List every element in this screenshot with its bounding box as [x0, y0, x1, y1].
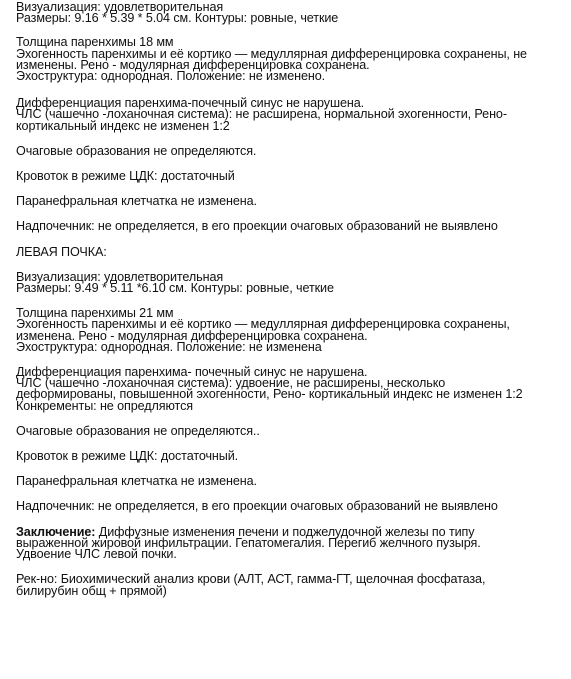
conclusion-text-1: Диффузные изменения печени и поджелудочной железы по типу [95, 524, 475, 539]
right-kidney-visualization: Визуализация: удовлетворительная [16, 0, 224, 14]
left-kidney-concrements: Конкременты: не опредляются [16, 398, 193, 413]
left-kidney-pcs-line-2: деформированы, повышенной эхогенности, Рено- кортикальный индекс не изменен 1:2 [16, 387, 523, 402]
left-kidney-visualization: Визуализация: удовлетворительная [16, 269, 224, 284]
right-kidney-differentiation: Дифференциация паренхима-почечный синус не нарушена. [16, 96, 365, 111]
right-kidney-perinephric: Паранефральная клетчатка не изменена. [16, 194, 257, 209]
right-kidney-sinus-block [16, 98, 568, 132]
right-kidney-echo-line-1: Эхогенность паренхимы и её кортико — медуллярная дифференцировка сохранены, не [16, 46, 527, 61]
right-kidney-focal: Очаговые образования не определяются. [16, 143, 257, 158]
left-kidney-blood-flow: Кровоток в режиме ЦДК: достаточный. [16, 449, 239, 464]
left-kidney-pcs-line-1: ЧЛС (чашечно -лоханочная система): удвоение, не расширены, несколько [16, 376, 446, 391]
ultrasound-report [16, 2, 568, 597]
conclusion-line-2: выраженной жировой инфильтрации. Гепатомегалия. Перегиб желчного пузыря. [16, 535, 481, 550]
left-kidney-echo-line-1: Эхогенность паренхимы и её кортико — медуллярная дифференцировка сохранены, [16, 317, 510, 332]
right-kidney-adrenal: Надпочечник: не определяется, в его проекции очаговых образований не выявлено [16, 219, 498, 234]
left-kidney-thickness: Толщина паренхимы 21 мм [16, 306, 174, 321]
conclusion-block [16, 524, 568, 562]
left-kidney-echo-line-2: изменена. Рено - модулярная дифференцировка сохранена. [16, 328, 368, 343]
left-kidney-visualization-block [16, 269, 568, 296]
recommendation-line-2: билирубин общ + прямой) [16, 583, 167, 598]
right-kidney-thickness: Толщина паренхимы 18 мм [16, 35, 174, 50]
left-kidney-size: Размеры: 9.49 * 5.11 *6.10 см. Контуры: ровные, четкие [16, 281, 334, 296]
right-kidney-pcs-line-1: ЧЛС (чашечно -лоханочная система): не расширена, нормальной эхогенности, Рено- [16, 107, 507, 122]
left-kidney-differentiation: Дифференциация паренхима- почечный синус не нарушена. [16, 365, 368, 380]
conclusion-label: Заключение: [16, 524, 96, 539]
right-kidney-parenchyma-block [16, 37, 568, 82]
right-kidney-visualization-block [16, 2, 568, 24]
recommendation-line-1: Рек-но: Биохимический анализ крови (АЛТ, АСТ, гамма-ГТ, щелочная фосфатаза, [16, 572, 486, 587]
right-kidney-pcs-line-2: кортикальный индекс не изменен 1:2 [16, 118, 230, 133]
right-kidney-size: Размеры: 9.16 * 5.39 * 5.04 см. Контуры: ровные, четкие [16, 11, 339, 26]
left-kidney-perinephric: Паранефральная клетчатка не изменена. [16, 474, 257, 489]
recommendation-block [16, 574, 568, 596]
left-kidney-parenchyma-block [16, 308, 568, 353]
conclusion-line-3: Удвоение ЧЛС левой почки. [16, 547, 177, 562]
right-kidney-structure: Эхоструктура: однородная. Положение: не изменено. [16, 69, 326, 84]
left-kidney-sinus-block [16, 367, 568, 412]
left-kidney-structure: Эхоструктура: однородная. Положение: не изменена [16, 339, 322, 354]
left-kidney-heading: ЛЕВАЯ ПОЧКА: [16, 244, 107, 259]
right-kidney-echo-line-2: изменены. Рено - модулярная дифференцировка сохранена. [16, 57, 370, 72]
right-kidney-blood-flow: Кровоток в режиме ЦДК: достаточный [16, 169, 235, 184]
left-kidney-adrenal: Надпочечник: не определяется, в его проекции очаговых образований не выявлено [16, 499, 498, 514]
left-kidney-focal: Очаговые образования не определяются.. [16, 423, 260, 438]
